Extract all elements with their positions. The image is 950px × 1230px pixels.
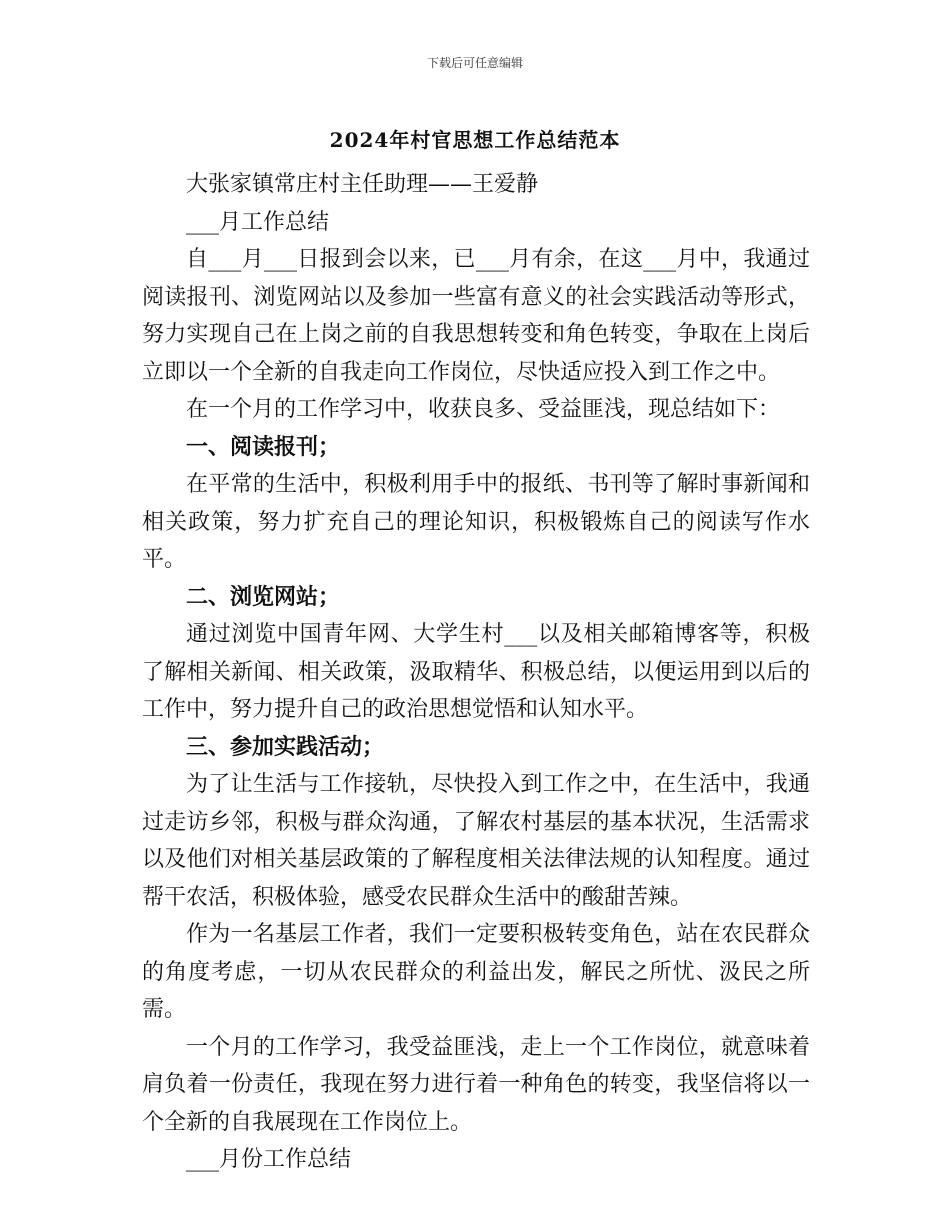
- heading-reading: 一、阅读报刊；: [186, 434, 341, 460]
- heading-browsing: 二、浏览网站；: [186, 584, 341, 610]
- paragraph-browsing: 通过浏览中国青年网、大学生村___以及相关邮箱博客等，积极了解相关新闻、相关政策，汲取精华、积极总结，以便运用到以后的工作中，努力提升自己的政治思想觉悟和认知水平。: [142, 622, 810, 722]
- paragraph-practice: 为了让生活与工作接轨，尽快投入到工作之中，在生活中，我通过走访乡邻，积极与群众沟通，了解农村基层的基本状况，生活需求以及他们对相关基层政策的了解程度相关法律法规的认知程度。通过帮干农活，积极体验，感受农民群众生活中的酸甜苦辣。: [142, 772, 810, 910]
- document-body: [142, 166, 810, 1179]
- paragraph-reading: 在平常的生活中，积极利用手中的报纸、书刊等了解时事新闻和相关政策，努力扩充自己的理论知识，积极锻炼自己的阅读写作水平。: [142, 472, 810, 572]
- paragraph-summary-lead: 在一个月的工作学习中，收获良多、受益匪浅，现总结如下：: [186, 397, 781, 422]
- section-month-summary: ___月工作总结: [186, 209, 330, 235]
- header-note: 下载后可任意编辑: [426, 56, 523, 70]
- author-line: 大张家镇常庄村主任助理——王爱静: [186, 172, 539, 197]
- section-monthly-summary: ___月份工作总结: [186, 1147, 352, 1172]
- heading-practice: 三、参加实践活动；: [186, 734, 385, 760]
- paragraph-role: 作为一名基层工作者，我们一定要积极转变角色，站在农民群众的角度考虑，一切从农民群众的利益出发，解民之所忧、汲民之所需。: [142, 922, 810, 1022]
- document-title: 2024年村官思想工作总结范本: [329, 128, 621, 152]
- paragraph-intro: 自___月___日报到会以来，已___月有余，在这___月中，我通过阅读报刊、浏览网站以及参加一些富有意义的社会实践活动等形式，努力实现自己在上岗之前的自我思想转变和角色转变，争取在上岗后立即以一个全新的自我走向工作岗位，尽快适应投入到工作之中。: [142, 247, 810, 385]
- paragraph-conclusion: 一个月的工作学习，我受益匪浅，走上一个工作岗位，就意味着肩负着一份责任，我现在努力进行着一种角色的转变，我坚信将以一个全新的自我展现在工作岗位上。: [142, 1034, 810, 1135]
